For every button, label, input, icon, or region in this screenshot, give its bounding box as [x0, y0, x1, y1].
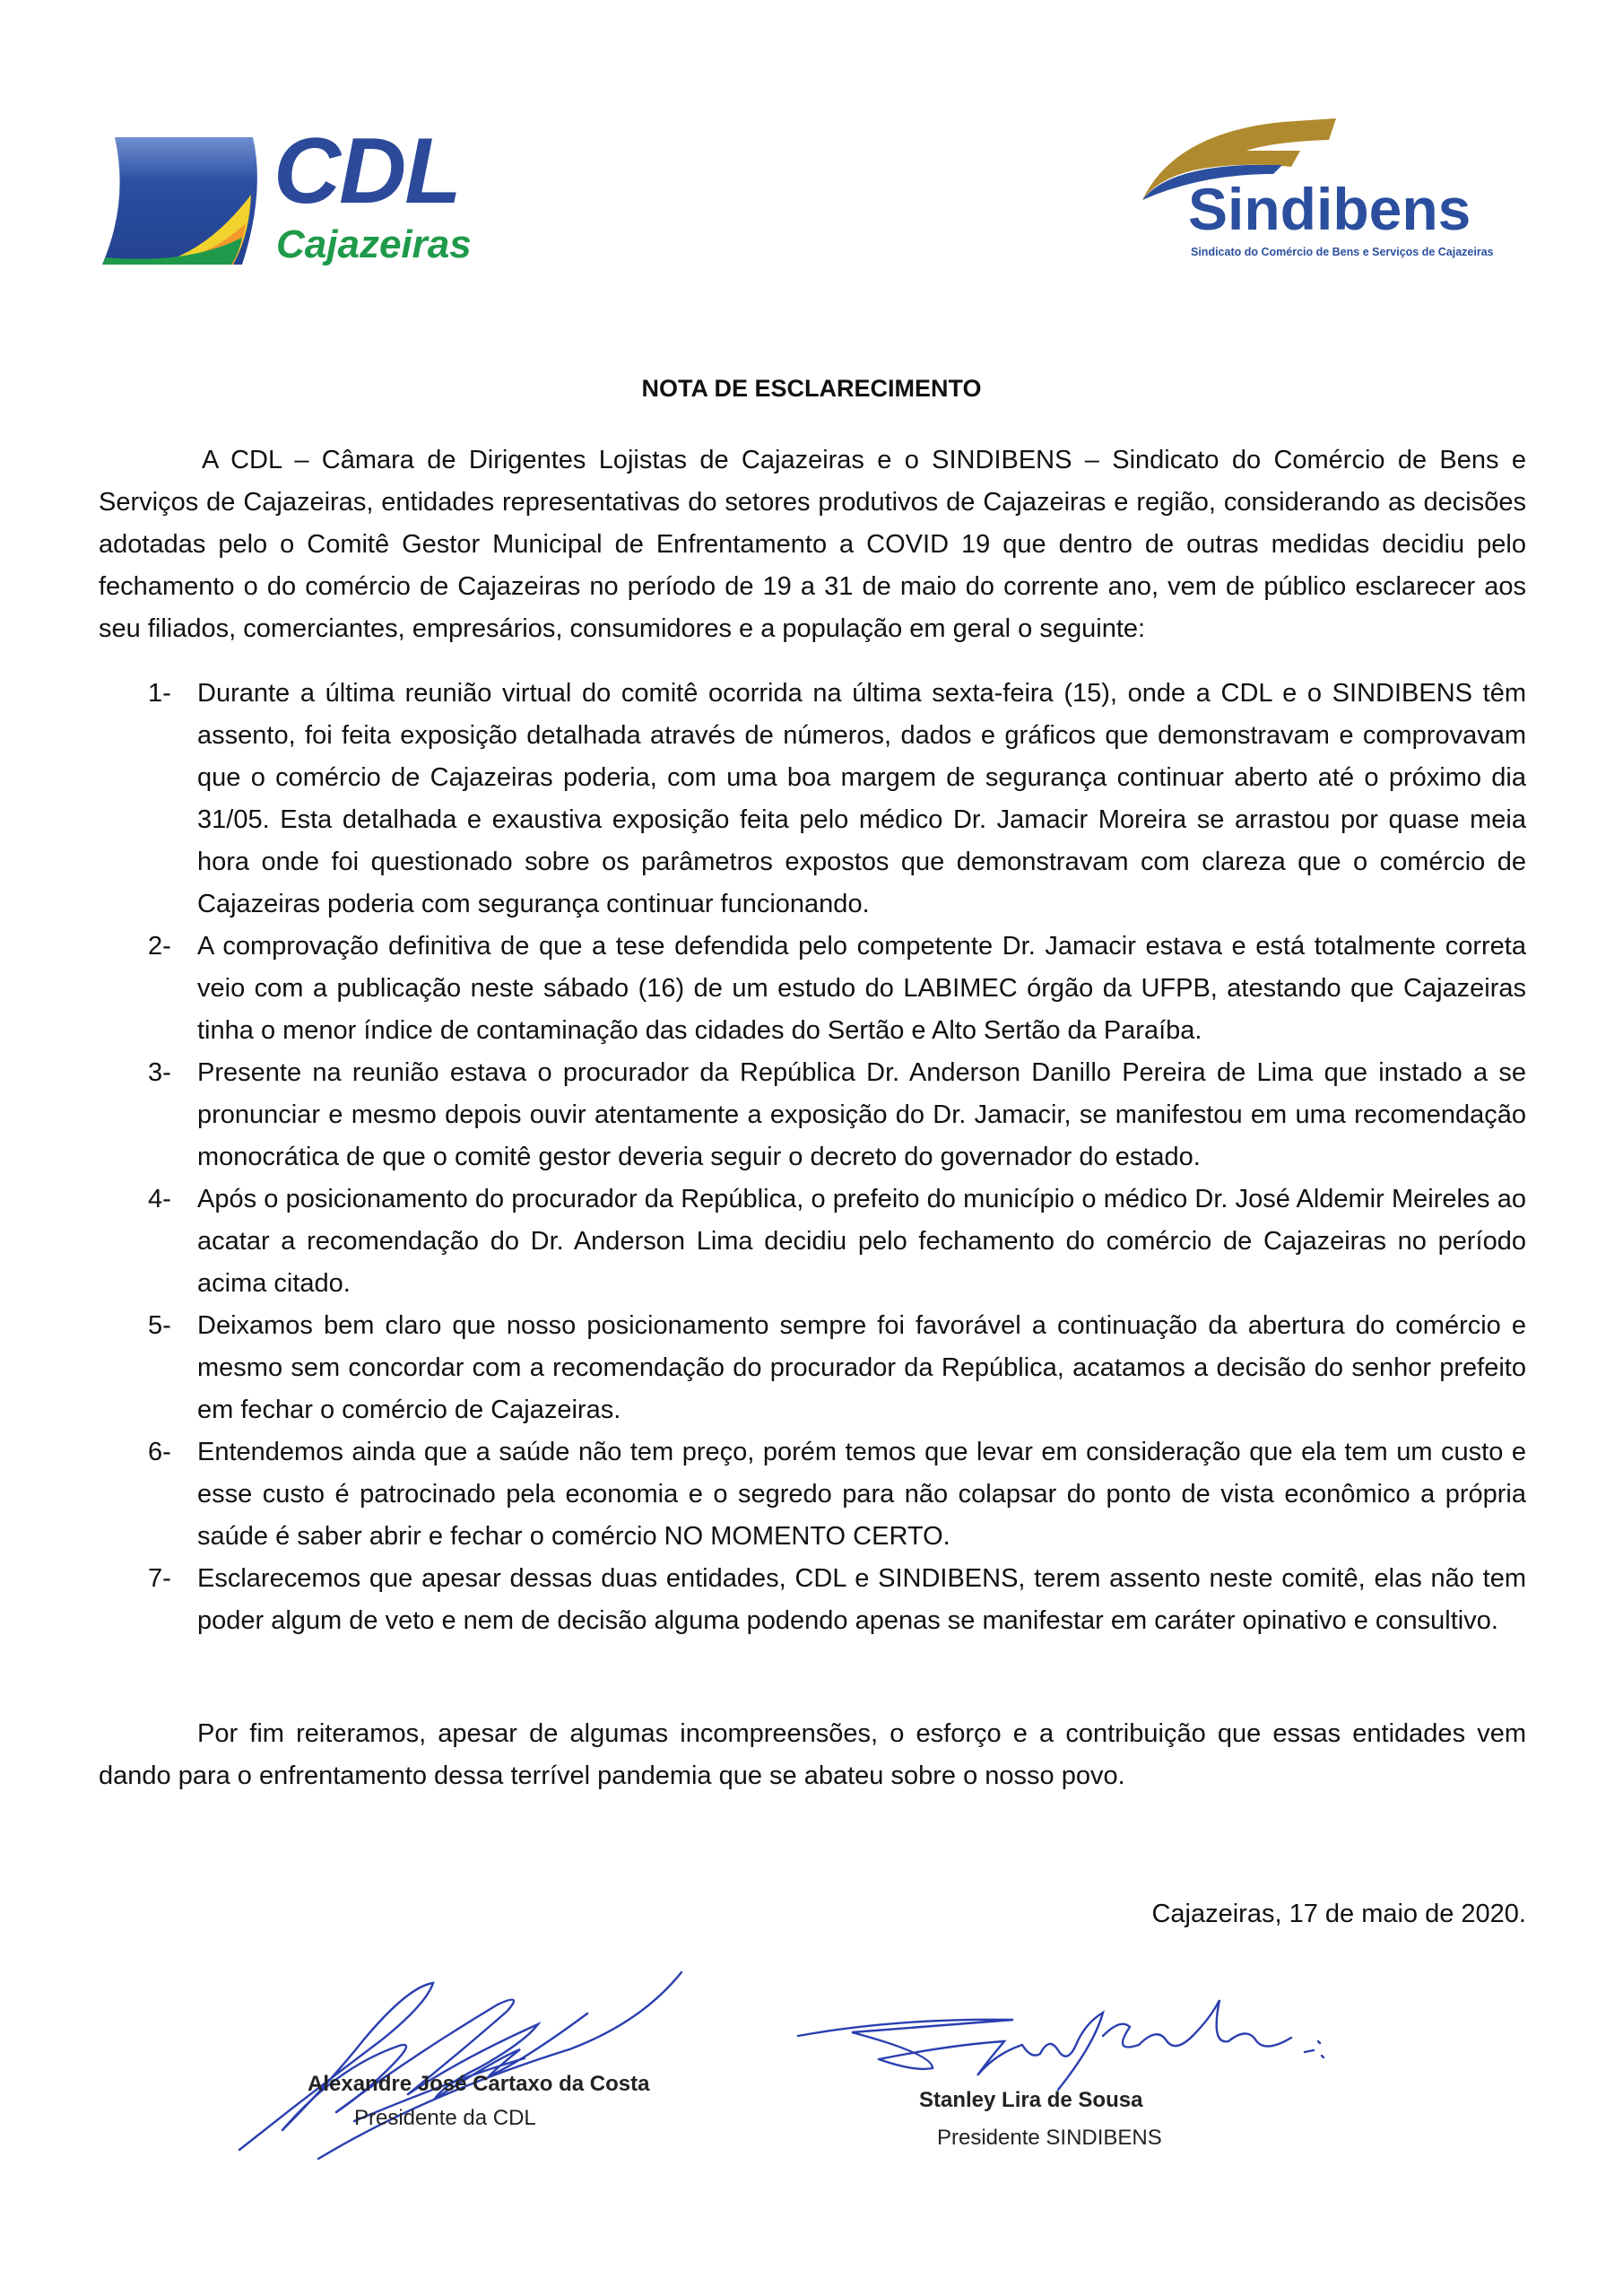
list-item: [99, 1052, 1526, 1178]
signatory-name: Stanley Lira de Sousa: [919, 2088, 1143, 2112]
cdl-logo-title: CDL: [273, 119, 460, 223]
list-item-text: Deixamos bem claro que nosso posicionamento sempre foi favorável a continuação da abertura do comércio e mesmo sem concordar com a recomendação do procurador da República, acatamos a decisão do senhor prefeito em fechar o comércio de Cajazeiras.: [197, 1311, 1526, 1424]
sindibens-logo-title: Sindibens: [1188, 176, 1471, 242]
list-item-number: 6-: [148, 1438, 171, 1466]
cdl-cajazeiras-logo: [99, 119, 472, 274]
list-item: [99, 1178, 1526, 1305]
signatory-role: Presidente SINDIBENS: [937, 2126, 1162, 2150]
list-item-text: Após o posicionamento do procurador da República, o prefeito do município o médico Dr. José Aldemir Meireles ao acatar a recomendação do Dr. Anderson Lima decidiu pelo fechamento do comércio de Cajazeiras no período acima citado.: [197, 1185, 1526, 1298]
list-item-number: 7-: [148, 1564, 171, 1593]
signatory-role: Presidente da CDL: [354, 2106, 536, 2130]
sindibens-logo: [1139, 115, 1515, 267]
list-item-text: Durante a última reunião virtual do comitê ocorrida na última sexta-feira (15), onde a CDL e o SINDIBENS têm assento, foi feita exposição detalhada através de números, dados e gráficos que demonstravam e comprovavam que o comércio de Cajazeiras poderia, com uma boa margem de segurança continuar aberto até o próximo dia 31/05. Esta detalhada e exaustiva exposição feita pelo médico Dr. Jamacir Moreira se arrastou por quase meia hora onde foi questionado sobre os parâmetros expostos que demonstravam com clareza que o comércio de Cajazeiras poderia com segurança continuar funcionando.: [197, 679, 1526, 918]
list-item: [99, 673, 1526, 926]
closing-paragraph: Por fim reiteramos, apesar de algumas incompreensões, o esforço e a contribuição que essas entidades vem dando para o enfrentamento dessa terrível pandemia que se abateu sobre o nosso povo.: [99, 1719, 1526, 1790]
handwritten-signature-icon: [229, 1960, 803, 2175]
list-item-number: 2-: [148, 932, 171, 961]
cdl-flag-mark-icon: [99, 130, 260, 274]
date-line: Cajazeiras, 17 de maio de 2020.: [1151, 1900, 1526, 1928]
list-item-text: Entendemos ainda que a saúde não tem preço, porém temos que levar em consideração que ela tem um custo e esse custo é patrocinado pela economia e o segredo para não colapsar do ponto de vista econômico a própria saúde é saber abrir e fechar o comércio NO MOMENTO CERTO.: [197, 1438, 1526, 1551]
list-item-text: Esclarecemos que apesar dessas duas entidades, CDL e SINDIBENS, terem assento neste comitê, elas não tem poder algum de veto e nem de decisão alguma podendo apenas se manifestar em caráter opinativo e consultivo.: [197, 1564, 1526, 1635]
list-item-number: 4-: [148, 1185, 171, 1213]
list-item-text: Presente na reunião estava o procurador da República Dr. Anderson Danillo Pereira de Lima que instado a se pronunciar e mesmo depois ouvir atentamente a exposição do Dr. Jamacir, se manifestou em uma recomendação monocrática de que o comitê gestor deveria seguir o decreto do governador do estado.: [197, 1058, 1526, 1171]
list-item-number: 5-: [148, 1311, 171, 1340]
list-item: [99, 926, 1526, 1052]
list-item-text: A comprovação definitiva de que a tese defendida pelo competente Dr. Jamacir estava e está totalmente correta veio com a publicação neste sábado (16) de um estudo do LABIMEC órgão da UFPB, atestando que Cajazeiras tinha o menor índice de contaminação das cidades do Sertão e Alto Sertão da Paraíba.: [197, 932, 1526, 1045]
cdl-logo-subtitle: Cajazeiras: [276, 222, 472, 266]
sindibens-logo-tagline: Sindicato do Comércio de Bens e Serviços de Cajazeiras: [1191, 246, 1494, 258]
list-item: [99, 1558, 1526, 1642]
list-item-number: 1-: [148, 679, 171, 708]
list-item: [99, 1431, 1526, 1558]
clarification-list: [99, 673, 1526, 1642]
intro-paragraph: A CDL – Câmara de Dirigentes Lojistas de Cajazeiras e o SINDIBENS – Sindicato do Comércio de Bens e Serviços de Cajazeiras, entidades representativas do setores produtivos de Cajazeiras e região, considerando as decisões adotadas pelo o Comitê Gestor Municipal de Enfrentamento a COVID 19 que dentro de outras medidas decidiu pelo fechamento o do comércio de Cajazeiras no período de 19 a 31 de maio do corrente ano, vem de público esclarecer aos seu filiados, comerciantes, empresários, consumidores e a população em geral o seguinte:: [99, 446, 1526, 643]
list-item: [99, 1305, 1526, 1431]
signature-block-cdl: [229, 1960, 803, 2175]
signature-block-sindibens: [789, 1982, 1417, 2152]
list-item-number: 3-: [148, 1058, 171, 1087]
document-title: NOTA DE ESCLARECIMENTO: [641, 375, 982, 402]
signatory-name: Alexandre José Cartaxo da Costa: [308, 2072, 650, 2096]
